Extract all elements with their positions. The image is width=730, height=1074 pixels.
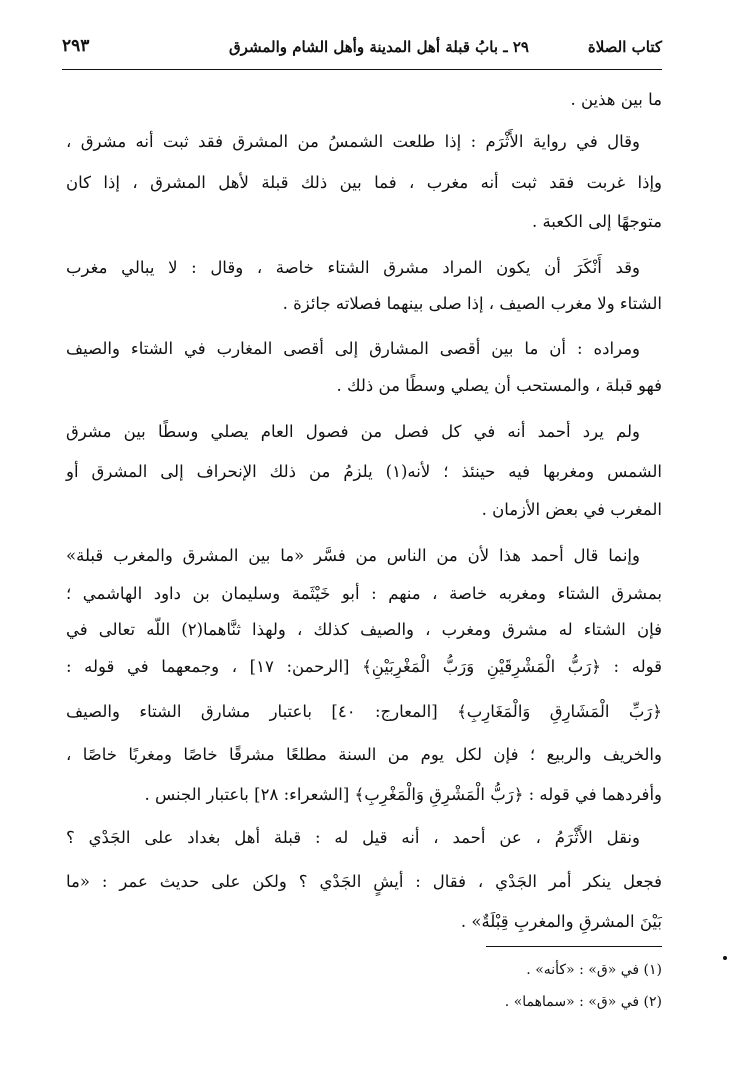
- body-line: ونقل الأَثْرَمُ ، عن أحمد ، أنه قيل له : قبلة أهل بغداد على الجَدْي ؟: [66, 828, 640, 847]
- header-rule: [62, 69, 662, 70]
- body-line: قوله : ﴿رَبُّ الْمَشْرِقَيْنِ وَرَبُّ الْمَغْرِبَيْنِ﴾ [الرحمن: ١٧] ، وجمعهما في قوله :: [66, 657, 663, 676]
- body-line: وإنما قال أحمد هذا لأن من الناس من فسَّر «ما بين المشرق والمغرب قبلة»: [66, 546, 640, 565]
- body-line: الشمس ومغربها فيه حينئذ ؛ لأنه(١) يلزمُ من ذلك الإنحراف إلى المشرق أو: [66, 462, 662, 481]
- section-title: ٢٩ ـ بابُ قبلة أهل المدينة وأهل الشام والمشرق: [229, 38, 529, 56]
- body-line: فجعل ينكر أمر الجَدْي ، فقال : أيشٍ الجَدْي ؟ ولكن على حديث عمر : «ما: [66, 872, 662, 891]
- margin-speck: [723, 956, 727, 960]
- footnote-rule: [486, 946, 662, 947]
- page-number: ٢٩٣: [62, 36, 90, 56]
- body-line: الشتاء ولا مغرب الصيف ، إذا صلى بينهما فصلاته جائزة .: [282, 294, 662, 313]
- body-line: والخريف والربيع ؛ فإن لكل يوم من السنة مطلعًا مشرقًا خاصًا ومغربًا خاصًا ،: [66, 745, 662, 764]
- body-line: فإن الشتاء له مشرق ومغرب ، والصيف كذلك ، ولهذا ثنَّاهما(٢) اللّه تعالى في: [66, 620, 662, 639]
- body-line: بمشرق الشتاء ومغربه خاصة ، منهم : أبو خَيْثَمة وسليمان بن داود الهاشمي ؛: [66, 584, 662, 603]
- footnote: (٢) في «ق» : «سماهما» .: [504, 994, 662, 1010]
- body-line: وقد أَنْكَرَ أن يكون المراد مشرق الشتاء خاصة ، وقال : لا يبالي مغرب: [66, 258, 640, 277]
- body-line: ومراده : أن ما بين أقصى المشارق إلى أقصى المغارب في الشتاء والصيف: [66, 339, 640, 358]
- body-line: وأفردهما في قوله : ﴿رَبُّ الْمَشْرِقِ وَالْمَغْرِبِ﴾ [الشعراء: ٢٨] باعتبار الجنس .: [144, 785, 662, 804]
- footnote: (١) في «ق» : «كأنه» .: [526, 962, 662, 978]
- body-line: بَيْنَ المشرقِ والمغربِ قِبْلَةٌ» .: [460, 912, 662, 931]
- running-header: [62, 28, 662, 68]
- body-line: ﴿رَبِّ الْمَشَارِقِ وَالْمَغَارِبِ﴾ [المعارج: ٤٠] باعتبار مشارق الشتاء والصيف: [66, 702, 662, 721]
- body-line: وإذا غربت فقد ثبت أنه مغرب ، فما بين ذلك قبلة لأهل المشرق ، إذا كان: [66, 173, 662, 192]
- body-line: ما بين هذين .: [570, 90, 662, 109]
- body-line: المغرب في بعض الأزمان .: [481, 500, 662, 519]
- body-line: فهو قبلة ، والمستحب أن يصلي وسطًا من ذلك .: [336, 376, 662, 395]
- body-line: متوجهًا إلى الكعبة .: [531, 212, 662, 231]
- body-line: ولم يرد أحمد أنه في كل فصل من فصول العام يصلي وسطًا بين مشرق: [66, 422, 640, 441]
- chapter-title: كتاب الصلاة: [587, 38, 662, 56]
- body-line: وقال في رواية الأَثْرَم : إذا طلعت الشمسُ من المشرق فقد ثبت أنه مشرق ،: [66, 132, 640, 151]
